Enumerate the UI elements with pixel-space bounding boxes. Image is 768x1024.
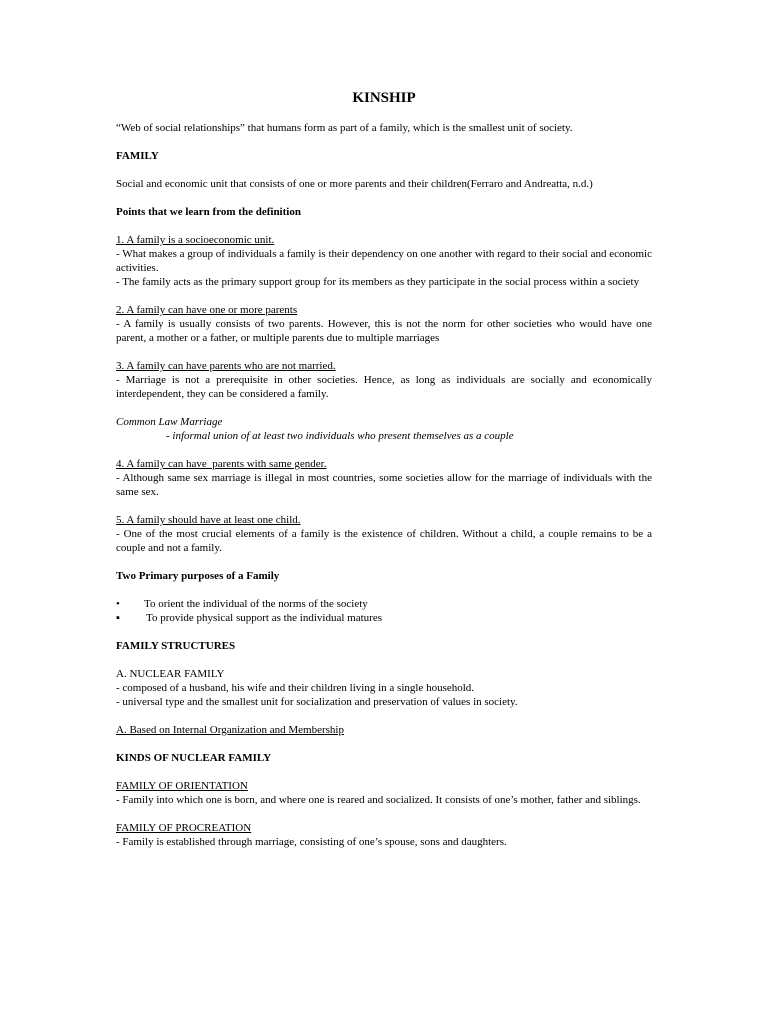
purpose-2-text: To provide physical support as the individual matures <box>146 612 382 624</box>
nuclear-line-2: - universal type and the smallest unit for socialization and preservation of values in society. <box>116 696 518 708</box>
bullet-icon: • <box>116 598 120 610</box>
common-law-section <box>116 415 652 443</box>
procreation-title: FAMILY OF PROCREATION <box>116 822 252 834</box>
point-3-line-1: - Marriage is not a prerequisite in other societies. Hence, as long as individuals are socially and economically interdependent, they can be considered a family. <box>116 374 652 400</box>
point-4-line-1: - Although same sex marriage is illegal in most countries, some societies allow for the marriage of individuals with the same sex. <box>116 472 652 498</box>
document-title: KINSHIP <box>352 90 416 106</box>
point-2-title: 2. A family can have one or more parents <box>116 304 298 316</box>
point-2 <box>116 303 652 345</box>
purposes-heading: Two Primary purposes of a Family <box>116 570 280 582</box>
based-on-section <box>116 723 652 737</box>
procreation-text: - Family is established through marriage, consisting of one’s spouse, sons and daughters. <box>116 836 507 848</box>
list-item <box>116 597 652 611</box>
points-heading: Points that we learn from the definition <box>116 206 301 218</box>
square-bullet-icon: ▪ <box>116 612 120 624</box>
point-3 <box>116 359 652 401</box>
point-1 <box>116 233 652 289</box>
point-4-title: 4. A family can have parents with same gender. <box>116 458 327 470</box>
structures-heading: FAMILY STRUCTURES <box>116 640 236 652</box>
family-heading: FAMILY <box>116 150 159 162</box>
point-1-line-1: - What makes a group of individuals a family is their dependency on one another with regard to their social and economic activities. <box>116 248 652 274</box>
purpose-1-text: To orient the individual of the norms of the society <box>144 598 368 610</box>
list-item <box>116 611 652 625</box>
nuclear-family-title: A. NUCLEAR FAMILY <box>116 668 225 680</box>
point-3-title: 3. A family can have parents who are not married. <box>116 360 336 372</box>
point-2-line-1: - A family is usually consists of two parents. However, this is not the norm for other societies who would have one parent, a mother or a father, or multiple parents due to multiple marriages <box>116 318 652 344</box>
purposes-list <box>116 597 652 625</box>
based-on-title: A. Based on Internal Organization and Membership <box>116 724 344 736</box>
nuclear-family-section <box>116 667 652 709</box>
point-5-title: 5. A family should have at least one child. <box>116 514 301 526</box>
point-1-title: 1. A family is a socioeconomic unit. <box>116 234 275 246</box>
orientation-title: FAMILY OF ORIENTATION <box>116 780 248 792</box>
nuclear-line-1: - composed of a husband, his wife and their children living in a single household. <box>116 682 475 694</box>
kinds-heading: KINDS OF NUCLEAR FAMILY <box>116 752 272 764</box>
family-definition: Social and economic unit that consists of one or more parents and their children(Ferraro and Andreatta, n.d.) <box>116 178 593 190</box>
point-5-line-1: - One of the most crucial elements of a family is the existence of children. Without a child, a couple remains to be a couple and not a family. <box>116 528 652 554</box>
orientation-text: - Family into which one is born, and where one is reared and socialized. It consists of one’s mother, father and siblings. <box>116 794 641 806</box>
procreation-section <box>116 821 652 849</box>
common-law-title: Common Law Marriage <box>116 416 223 428</box>
point-5 <box>116 513 652 555</box>
orientation-section <box>116 779 652 807</box>
point-4 <box>116 457 652 499</box>
point-1-line-2: - The family acts as the primary support group for its members as they participate in the social process within a society <box>116 276 640 288</box>
intro-paragraph: “Web of social relationships” that humans form as part of a family, which is the smallest unit of society. <box>116 122 573 134</box>
common-law-definition: - informal union of at least two individuals who present themselves as a couple <box>166 430 514 442</box>
